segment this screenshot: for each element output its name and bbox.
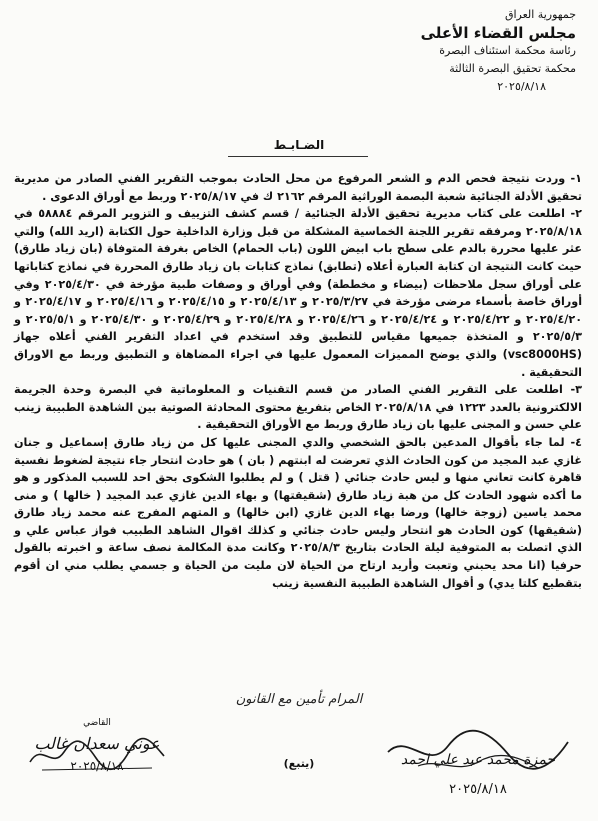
investigator-signature-block (378, 722, 578, 812)
title-underline (228, 156, 368, 157)
investigator-sign-date: ٢٠٢٥/٨/١٨ (449, 782, 507, 797)
follows-marker: (يتبع) (283, 757, 315, 770)
judge-sign-date: ٢٠٢٥/٨/١٨ (70, 759, 124, 773)
judge-signature-scribble (22, 722, 172, 782)
investigator-signature-scribble (378, 722, 578, 782)
closing-handwriting (0, 688, 598, 707)
paragraph-4: ٤- لما جاء بأقوال المدعين بالحق الشخصي والدي المجنى عليها كل من زياد طارق إسماعيل و جنان غازي عبد المجيد من كون الحادث الذي تعرضت له ابنتهم ( بان ) هو حادث انتحار جاء نتيجة لضغوط نفسية قاهرة كانت تعاني منها و ليس حادث جنائي ( قتل ) و لم يطلبوا الشكوى بحق احد للسبب المذكور و هو ما أكده شهود الحادث كل من هبة زياد طارق (شقيقتها) و بهاء الدين غازي عبد المجيد ( خالها ) و منى محمد ياسين (زوجة خالها) ورضا بهاء الدين غازي (ابن خالها) و المتهم المفرج عنه محمد زياد طارق (شقيقها) كون الحادث هو انتحار وليس حادث جنائي و كذلك اقوال الشاهد الطبيب فواز عباس علي و الذي اتصلت به المتوفية ليلة الحادث بتاريخ ٢٠٢٥/٨/٣ وكانت مدة المكالمة نصف ساعة و اخبرته بالقول حرفيا (انا محد يحبني وتعبت وأريد ارتاح من الحياة لان مليت من الحياة و جسمي يطلب مني ان أقوم بتقطيع كلتا يدي) و أقوال الشاهدة الطبيبة النفسية زينب (14, 435, 582, 590)
judge-name: عوني سعدان غالب (34, 734, 160, 753)
court-name: محكمة تحقيق البصرة الثالثة (449, 62, 576, 75)
judge-role: القاضي (83, 718, 111, 728)
presidency-name: رئاسة محكمة استئناف البصرة (439, 44, 576, 57)
council-name: مجلس القضاء الأعلى (420, 24, 576, 42)
letterhead (316, 6, 576, 96)
closing-text: المرام تأمين مع القانون (235, 692, 363, 707)
document-title: الضـابـط (273, 138, 325, 152)
document-body (14, 170, 582, 592)
paragraph-3: ٣- اطلعت على التقرير الفني الصادر من قسم التقنيات و المعلوماتية في البصرة وحدة الجريمة الالكترونية بالعدد ١٢٢٣ في ٢٠٢٥/٨/١٨ الخاص بتفريغ محتوى المحادثة الصوتية بين الشاهدة الطبيبة زينب علي حسن و المجنى عليها بان زياد طارق وربط مع الأوراق التحقيقية . (14, 383, 582, 432)
paragraph-2: ٢- اطلعت على كتاب مديرية تحقيق الأدلة الجنائية / قسم كشف التزييف و التزوير المرقم ٥٨٨٨٤ في ٢٠٢٥/٨/١٨ ومرفقه تقرير اللجنة الخماسية المشكلة من قبل وزارة الداخلية حول الكتابة (اريد الله) والتي عثر عليها محررة بالدم على سطح باب ابيض اللون (باب الحمام) الخاص بغرفة المتوفاة (بان زياد طارق) حيث كانت النتيجة ان كتابة العبارة أعلاه (تطابق) نماذج كتابات بان زياد طارق المحررة في نماذج كتاباتها على أوراق سجل ملاحظات (بيضاء و مخططة) وفي أوراق و وصفات طبية مؤرخة في ٢٠٢٥/٤/٣٠ وفي أوراق خاصة بأسماء مرضى مؤرخة في ٢٠٢٥/٣/٢٧ و ٢٠٢٥/٤/١٣ و ٢٠٢٥/٤/١٥ و ٢٠٢٥/٤/١٦ و ٢٠٢٥/٤/١٧ و ٢٠٢٥/٤/٢٠ و ٢٠٢٥/٤/٢٢ و ٢٠٢٥/٤/٢٤ و ٢٠٢٥/٤/٢٦ و ٢٠٢٥/٤/٢٨ و ٢٠٢٥/٤/٢٩ و ٢٠٢٥/٤/٣٠ و ٢٠٢٥/٥/١ و ٢٠٢٥/٥/٣ و المتخذة جميعها مقياس للتطبيق وقد استخدم في اعداد التقرير الفني أعلاه جهاز (vsc8000HS) والذي يوضح المميزات المعمول عليها في اجراء المضاهاة و التطبيق وربط مع الاوراق التحقيقية . (14, 207, 583, 379)
header-date: ٢٠٢٥/٨/١٨ (497, 80, 546, 93)
investigator-name: حمزة محمد عبد علي احمد (400, 752, 556, 768)
country-name: جمهورية العراق (504, 8, 576, 21)
judge-signature-block (22, 718, 172, 788)
paragraph-1: ١- وردت نتيجة فحص الدم و الشعر المرفوع من محل الحادث بموجب التقرير الفني الصادر من مديرية تحقيق الأدلة الجنائية شعبة البصمة الوراثية المرقم ٢١٦٢ ك في ٢٠٢٥/٨/١٧ وربط مع أوراق الدعوى . (14, 172, 582, 203)
